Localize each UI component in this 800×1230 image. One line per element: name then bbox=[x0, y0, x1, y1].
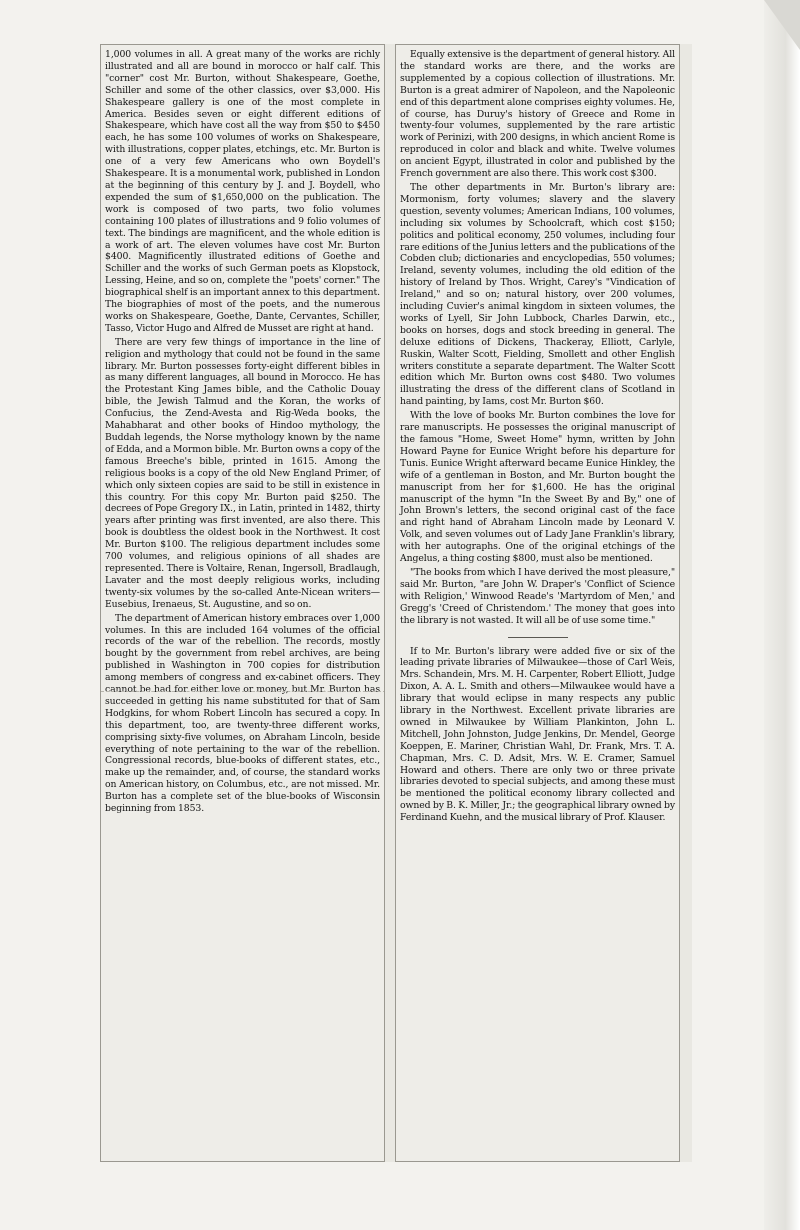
paragraph-quote: "The books from which I have derived the most pleasure," said Mr. Burton, "are John W. Draper's 'Conflict of Science with Religion,' Winwood Reade's 'Martyrdom of Men,' and Gregg's 'Creed of Christendom.' The money that goes into the library is not wasted. It will all be of use some time." bbox=[400, 566, 675, 626]
page-edge bbox=[764, 0, 800, 1230]
left-column bbox=[100, 44, 385, 1162]
paragraph-milwaukee-libraries: If to Mr. Burton's library were added five or six of the leading private libraries of Milwaukee—those of Carl Weis, Mrs. Schandein, Mrs. M. H. Carpenter, Robert Elliott, Judge Dixon, A. A. L. Smith and others—Milwaukee would have a library that would eclipse in many respects any public library in the Northwest. Excellent private libraries are owned in Milwaukee by William Plankinton, John L. Mitchell, John Johnston, Judge Jenkins, Dr. Mendel, George Koeppen, E. Mariner, Christian Wahl, Dr. Frank, Mrs. T. A. Chapman, Mrs. C. D. Adsit, Mrs. W. E. Cramer, Samuel Howard and others. There are only two or three private libraries devoted to special subjects, and among these must be mentioned the political economy library collected and owned by B. K. Miller, Jr.; the geographical library owned by Ferdinand Kuehn, and the musical library of Prof. Klauser. bbox=[400, 645, 675, 824]
newspaper-clipping bbox=[100, 44, 692, 1162]
right-column bbox=[395, 44, 680, 1162]
paragraph-general-history: Equally extensive is the department of general history. All the standard works are there, and the works are supplemented by a copious collection of illustrations. Mr. Burton is a great admirer of Napoleon, and the Napoleonic end of this department alone comprises eighty volumes. He, of course, has Duruy's history of Greece and Rome in twenty-four volumes, supplemented by the rare artistic work of Perinizi, with 200 designs, in which ancient Rome is reproduced in color and black and white. Twelve volumes on ancient Egypt, illustrated in color and published by the French government are also there. This work cost $300. bbox=[400, 49, 675, 180]
paragraph-american-history: The department of American history embraces over 1,000 volumes. In this are included 164 volumes of the official records of the war of the rebellion. The records, mostly bought by the government from rebel archives, are being published in Washington in 700 copies for distribution among members of congress and ex-cabinet officers. They cannot be had for either love or money, but Mr. Burton has succeeded in getting his name substituted for that of Sam Hodgkins, for whom Robert Lincoln has secured a copy. In this department, too, are twenty-three different works, comprising sixty-five volumes, on Abraham Lincoln, beside everything of note pertaining to the war of the rebellion. Congressional records, blue-books of different states, etc., make up the remainder, and, of course, the standard works on American history, on Columbus, etc., are not missed. Mr. Burton has a complete set of the blue-books of Wisconsin beginning from 1853. bbox=[105, 612, 380, 815]
clipping-tear-line bbox=[101, 691, 385, 692]
section-divider bbox=[508, 637, 568, 638]
paragraph-poets-corner: 1,000 volumes in all. A great many of the works are richly illustrated and all are bound in morocco or half calf. This "corner" cost Mr. Burton, without Shakespeare, Goethe, Schiller and some of the other classics, over $3,000. His Shakespeare gallery is one of the most complete in America. Besides seven or eight different editions of Shakespeare, which have cost all the way from $50 to $450 each, he has some 100 volumes of works on Shakespeare, with illustrations, copper plates, etchings, etc. Mr. Burton is one of a very few Americans who own Boydell's Shakespeare. It is a monumental work, published in London at the beginning of this century by J. and J. Boydell, who expended the sum of $1,650,000 on the publication. The work is composed of two parts, two folio volumes containing 100 plates of illustrations and 9 folio volumes of text. The bindings are magnificent, and the whole edition is a work of art. The eleven volumes have cost Mr. Burton $400. Magnificently illustrated editions of Goethe and Schiller and the works of such German poets as Klopstock, Lessing, Heine, and so on, complete the "poets' corner." The biographical shelf is an important annex to this department. The biographies of most of the poets, and the numerous works on Shakespeare, Goethe, Dante, Cervantes, Schiller, Tasso, Victor Hugo and Alfred de Musset are right at hand. bbox=[105, 49, 380, 334]
paragraph-religion: There are very few things of importance in the line of religion and mythology that could not be found in the same library. Mr. Burton possesses forty-eight different bibles in as many different languages, all bound in Morocco. He has the Protestant King James bible, and the Catholic Douay bible, the Jewish Talmud and the Koran, the works of Confucius, the Zend-Avesta and Rig-Weda books, the Mahabharat and other books of Hindoo mythology, the Buddah legends, the Norse mythology known by the name of Edda, and a Mormon bible. Mr. Burton owns a copy of the famous Breeche's bible, printed in 1615. Among the religious books is a copy of the old New England Primer, of which only sixteen copies are said to be still in existence in this country. For this copy Mr. Burton paid $250. The decrees of Pope Gregory IX., in Latin, printed in 1482, thirty years after printing was first invented, are also there. This book is doubtless the oldest book in the Northwest. It cost Mr. Burton $100. The religious department includes some 700 volumes, and religious opinions of all shades are represented. There is Voltaire, Renan, Ingersoll, Bradlaugh, Lavater and the most deeply religious works, including twenty-six volumes by the so-called Ante-Nicean writers—Eusebius, Irenaeus, St. Augustine, and so on. bbox=[105, 336, 380, 610]
paragraph-other-departments: The other departments in Mr. Burton's library are: Mormonism, forty volumes; slavery and the slavery question, seventy volumes; American Indians, 100 volumes, including six volumes by Schoolcraft, which cost $150; politics and political economy, 250 volumes, including four rare editions of the Junius letters and the publications of the Cobden club; dictionaries and encyclopedias, 550 volumes; Ireland, seventy volumes, including the old edition of the history of Ireland by Thos. Wright, Carey's "Vindication of Ireland," and so on; natural history, over 200 volumes, including Cuvier's animal kingdom in sixteen volumes, the works of Lyell, Sir John Lubbock, Charles Darwin, etc., books on horses, dogs and stock breeding in general. The deluxe editions of Dickens, Thackeray, Elliott, Carlyle, Ruskin, Walter Scott, Fielding, Smollett and other English writers constitute a separate department. The Walter Scott edition which Mr. Burton owns cost $480. Two volumes illustrating the dress of the different clans of Scotland in hand painting, by Iams, cost Mr. Burton $60. bbox=[400, 181, 675, 408]
paragraph-manuscripts: With the love of books Mr. Burton combines the love for rare manuscripts. He possesses the original manuscript of the famous "Home, Sweet Home" hymn, written by John Howard Payne for Eunice Wright before his departure for Tunis. Eunice Wright afterward became Eunice Hinkley, the wife of a gentleman in Boston, and Mr. Burton bought the manuscript from her for $1,600. He has the original manuscript of the hymn "In the Sweet By and By," one of John Brown's letters, the second original cast of the face and right hand of Abraham Lincoln made by Leonard V. Volk, and seven volumes out of Lady Jane Franklin's library, with her autographs. One of the original etchings of the Angelus, a thing costing $800, must also be mentioned. bbox=[400, 410, 675, 565]
